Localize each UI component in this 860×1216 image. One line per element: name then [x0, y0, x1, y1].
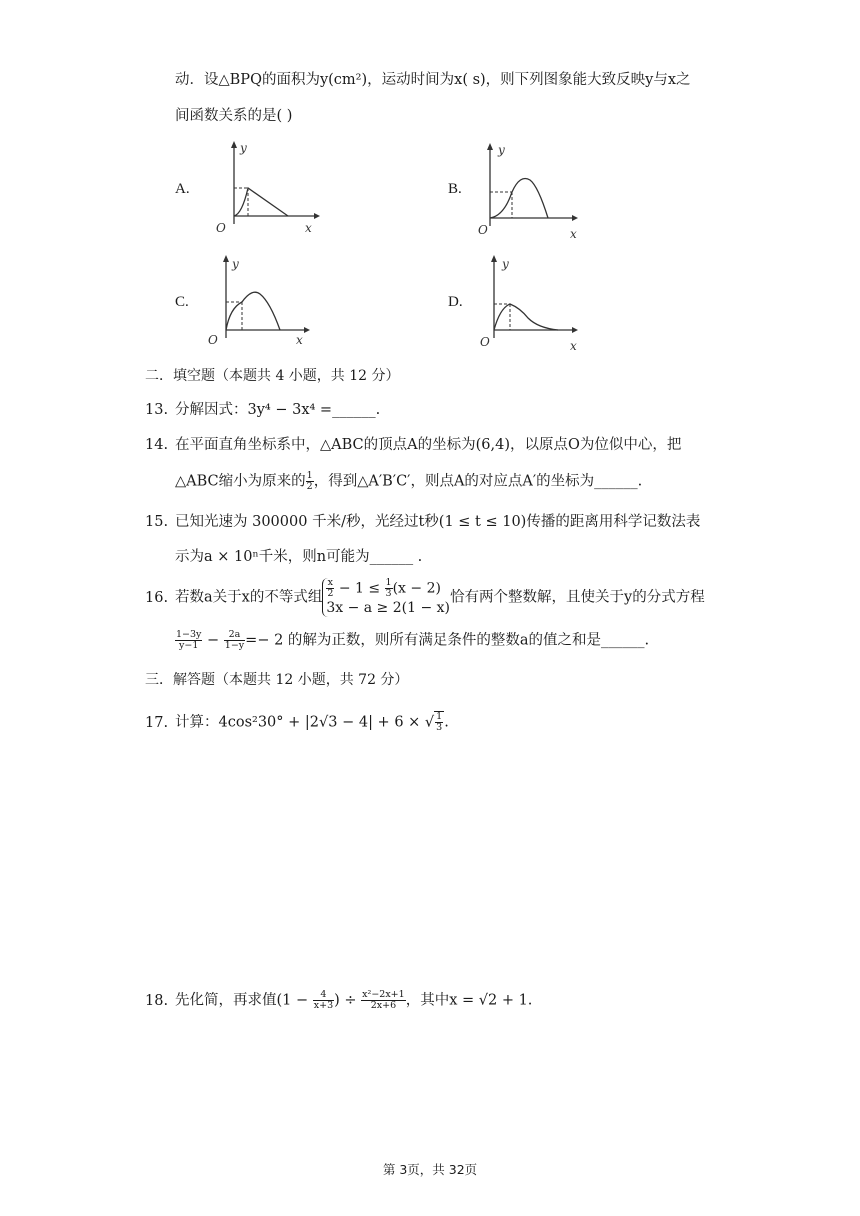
q14-number: 14.: [145, 437, 169, 453]
q18-frac1-bot: x+3: [313, 1000, 334, 1011]
q18-frac1-top: 4: [313, 990, 334, 1001]
q16-eq-frac2: [224, 630, 245, 651]
q12-line2: 间函数关系的是( ): [175, 108, 293, 124]
graph-d-origin-label: O: [480, 335, 490, 349]
graph-option-c: [200, 252, 312, 348]
q16-pre: 若数a关于x的不等式组: [175, 589, 323, 606]
question-17: [145, 711, 449, 733]
q16-ineq1-frac2-bot: 3: [385, 588, 392, 599]
option-c-label: C.: [175, 294, 189, 310]
q17-frac-top: 1: [436, 711, 443, 722]
section-3-title: 三．解答题（本题共 12 小题，共 72 分）: [145, 672, 409, 688]
q16-ineq1-mid: − 1 ≤: [334, 580, 385, 597]
q14-line2-end: ，得到△A′B′C′，则点A的对应点A′的坐标为______.: [313, 473, 643, 490]
q18-frac2-top: x²−2x+1: [362, 989, 405, 1000]
q16-eq-frac1: [175, 630, 202, 651]
q16-eq-frac1-bot: y−1: [179, 640, 199, 651]
q15-number: 15.: [145, 514, 169, 530]
q18-frac2: [361, 990, 406, 1011]
q16-ineq1-frac2: [385, 578, 393, 599]
q18-number: 18.: [145, 992, 169, 1009]
q15-line1-text: 已知光速为 300000 千米/秒，光经过t秒(1 ≤ t ≤ 10)传播的距离用科学记数法表: [175, 514, 701, 530]
q16-ineq1-frac1-bot: 2: [327, 588, 334, 599]
q16-eq-frac2-top: 2a: [224, 630, 245, 641]
question-15-line1: [145, 512, 700, 532]
graph-b-y-label: y: [498, 143, 505, 157]
graph-a-y-label: y: [240, 141, 247, 155]
q17-frac-bot: 3: [436, 722, 443, 733]
q17-pre: 计算：4cos²30° + |2√3 − 4| + 6 × √: [175, 714, 435, 731]
graph-d-x-label: x: [570, 339, 577, 352]
q12-line1: 动．设△BPQ的面积为y(cm²)，运动时间为x( s)，则下列图象能大致反映y与x之: [175, 72, 691, 88]
q16-ineq1-frac2-top: 1: [385, 577, 392, 588]
graph-d-y-label: y: [502, 257, 509, 271]
q17-fraction: [435, 712, 443, 733]
section-2-title: 二．填空题（本题共 4 小题，共 12 分）: [145, 368, 400, 384]
q16-eq-frac2-bot: 1−y: [224, 640, 245, 651]
option-a-label: A.: [175, 181, 190, 197]
q16-eq-frac1-top: 1−3y: [176, 629, 202, 640]
q18-post: ，其中x = √2 + 1.: [405, 992, 533, 1009]
question-18: [145, 990, 532, 1011]
question-13: [145, 400, 380, 420]
question-15-line2: 示为a × 10ⁿ千米，则n可能为______ .: [175, 549, 423, 565]
graph-option-d: [472, 252, 584, 352]
graph-b-x-label: x: [570, 227, 577, 240]
q16-ineq1-end: (x − 2): [392, 580, 441, 597]
option-b-label: B.: [448, 181, 462, 197]
q17-sqrt-radicand: [434, 711, 444, 733]
q14-line2-start: △ABC缩小为原来的: [175, 473, 306, 490]
q16-post: 恰有两个整数解，且使关于y的分式方程: [450, 589, 705, 606]
q16-eq-minus: −: [202, 632, 224, 649]
q18-frac2-bot: 2x+6: [370, 1000, 397, 1011]
graph-c-x-label: x: [296, 333, 303, 347]
q18-pre: 先化简，再求值(1 −: [175, 992, 313, 1009]
q16-inequality-system: [322, 578, 450, 617]
q14-frac-numerator: 1: [306, 470, 313, 481]
q16-ineq-1: [326, 578, 450, 599]
question-14-line1: [145, 435, 681, 455]
q18-mid: ) ÷: [334, 992, 362, 1009]
graph-a-x-label: x: [305, 221, 312, 235]
q13-text: 分解因式：3y⁴ − 3x⁴ =______.: [175, 402, 381, 418]
graph-b-origin-label: O: [478, 223, 488, 237]
graph-c-y-label: y: [232, 257, 239, 271]
q16-number: 16.: [145, 589, 169, 606]
q18-frac1: [313, 990, 334, 1011]
q14-frac-denominator: 2: [306, 481, 313, 492]
q14-fraction: [306, 471, 314, 492]
graph-a-origin-label: O: [216, 221, 226, 235]
q16-line2-rest: =− 2 的解为正数，则所有满足条件的整数a的值之和是______.: [245, 632, 650, 649]
graph-option-b: [472, 140, 584, 240]
option-d-label: D.: [448, 294, 463, 310]
q17-end: .: [444, 714, 449, 731]
q17-number: 17.: [145, 714, 169, 731]
q16-ineq-2: 3x − a ≥ 2(1 − x): [326, 600, 451, 616]
question-14-line2: [175, 471, 642, 492]
q14-line1-text: 在平面直角坐标系中，△ABC的顶点A的坐标为(6,4)，以原点O为位似中心，把: [175, 437, 682, 453]
q16-ineq1-frac1-top: x: [327, 577, 334, 588]
q13-number: 13.: [145, 402, 169, 418]
question-16-line2: [175, 630, 649, 651]
graph-c-origin-label: O: [208, 333, 218, 347]
page-footer: 第 3页，共 32页: [382, 1162, 478, 1177]
question-16-line1: [145, 578, 705, 617]
graph-option-a: [210, 140, 322, 236]
